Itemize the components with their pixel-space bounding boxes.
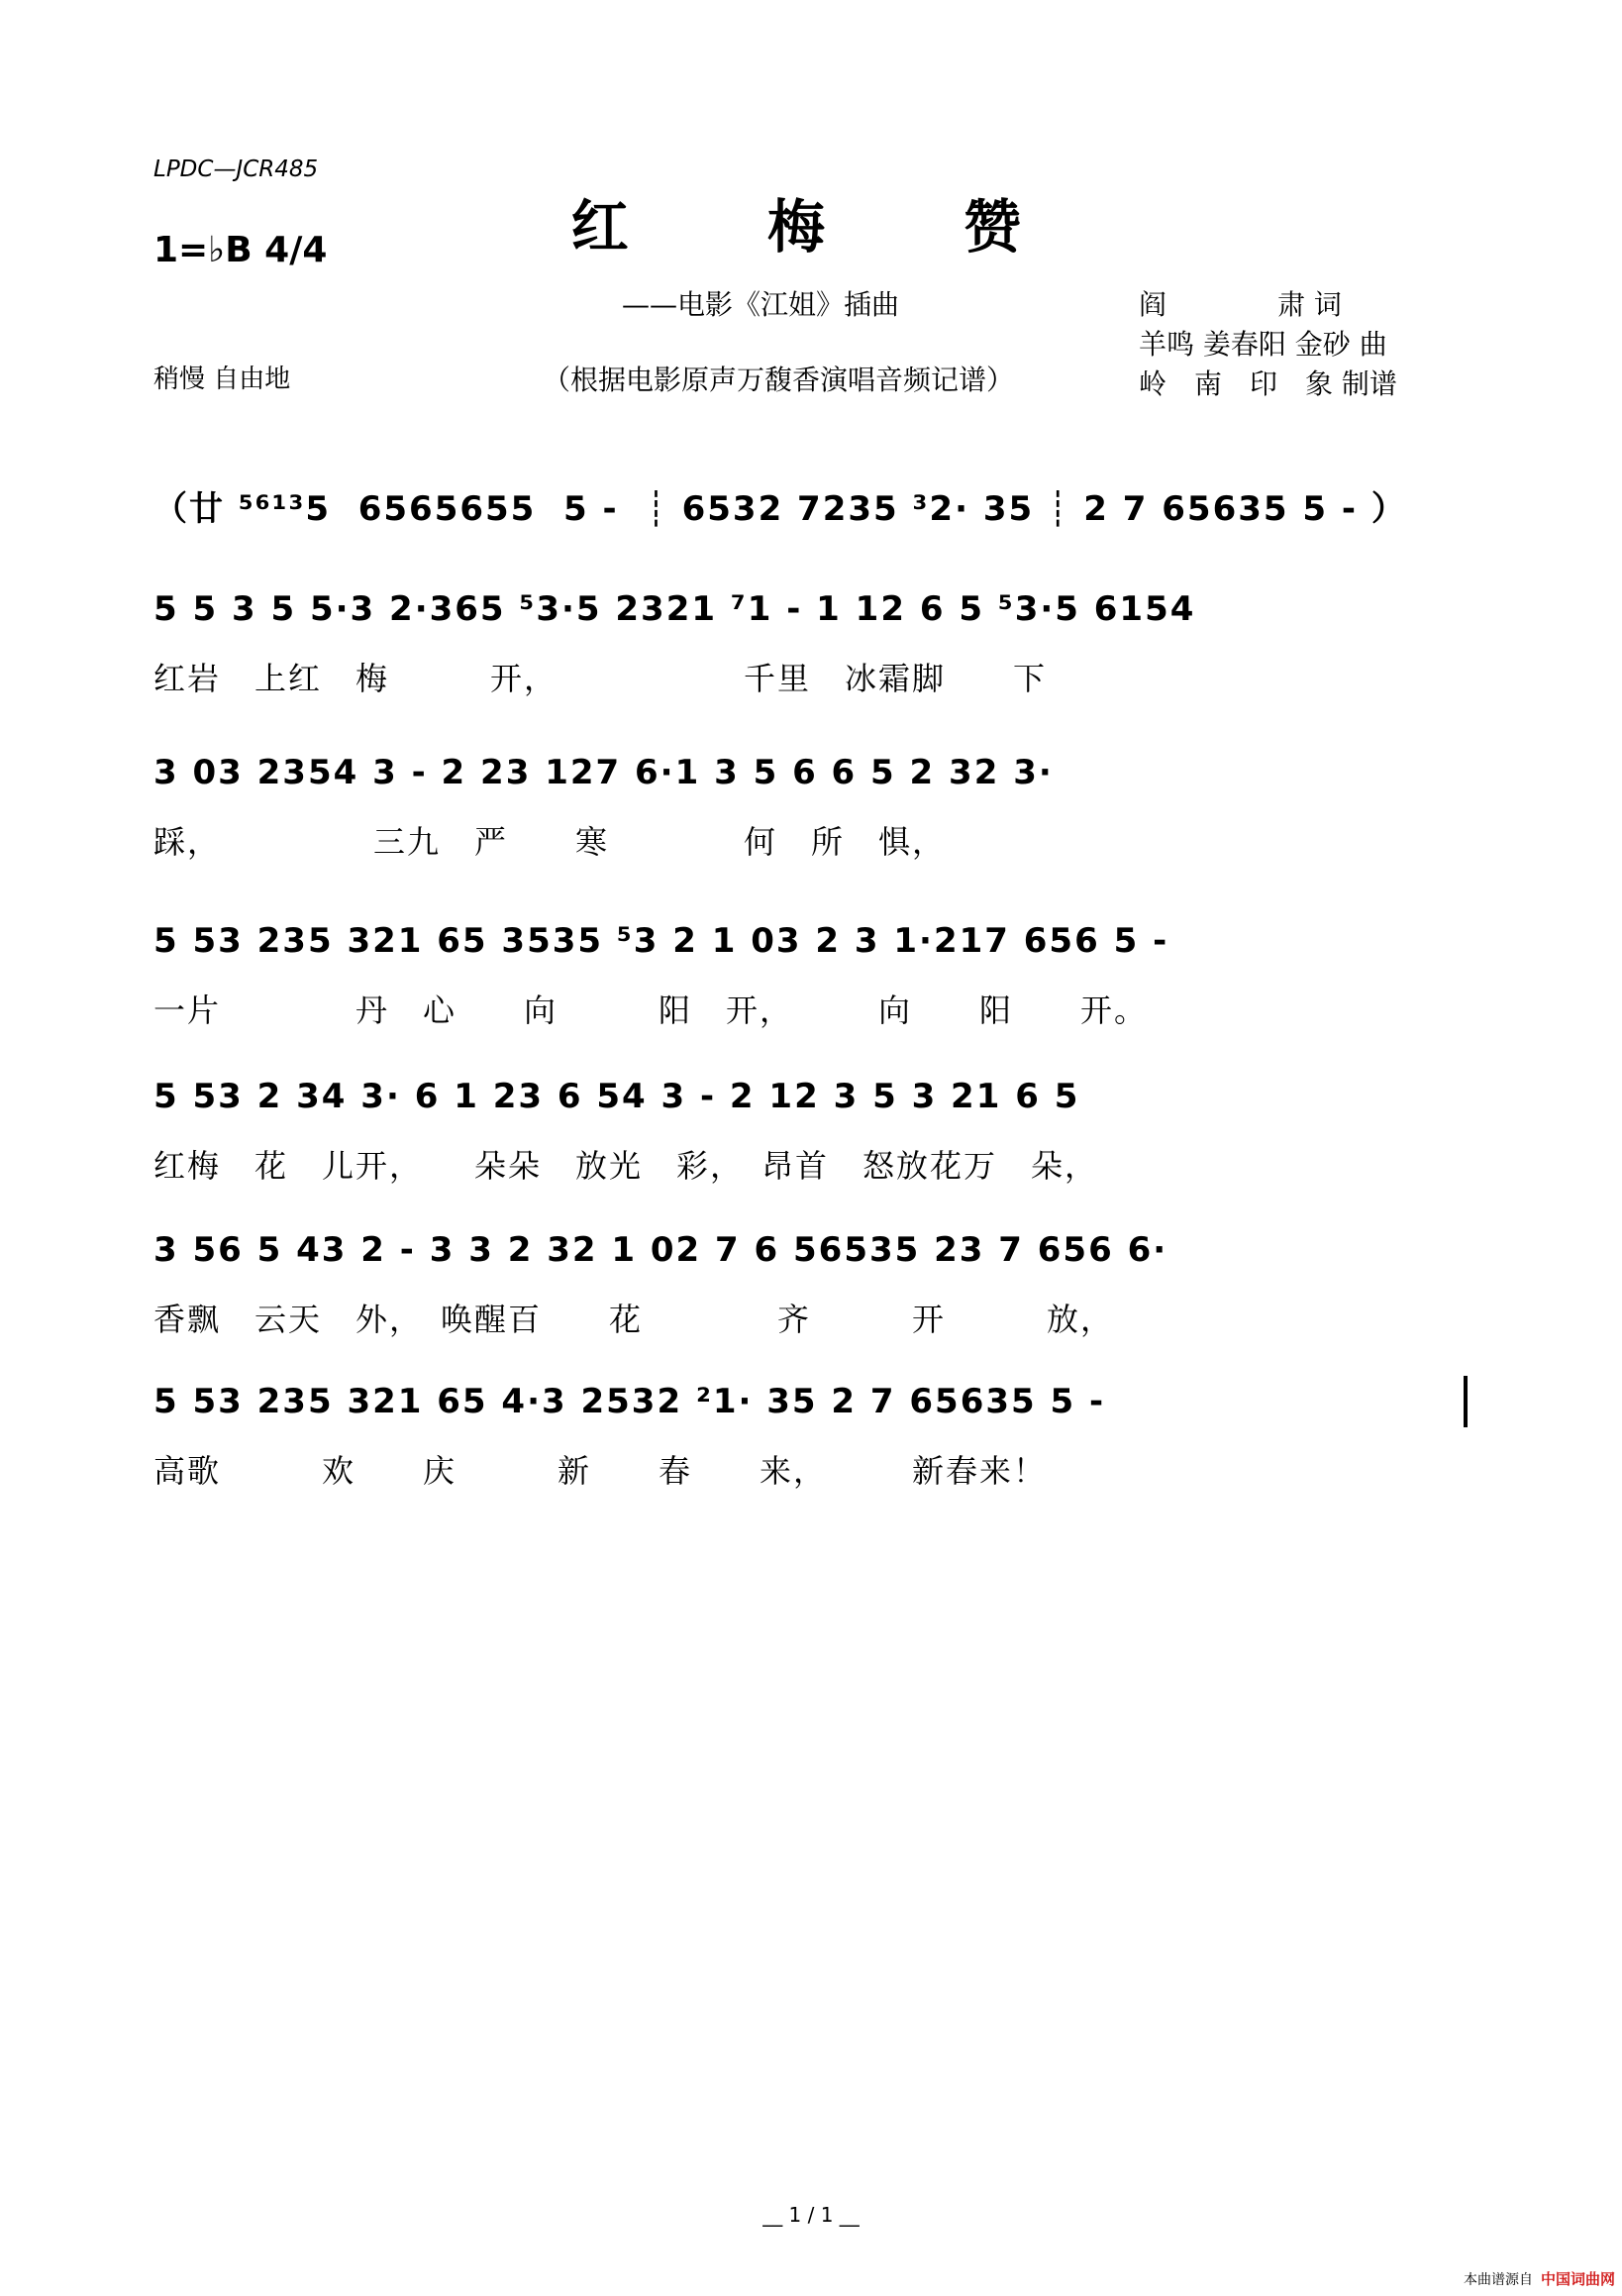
- page-number: __ 1 / 1 __: [762, 2203, 860, 2227]
- notation-line: 5 53 2 34 3· 6 1 23 6 54 3 - 2 12 3 5 3 21 6 5: [153, 1077, 1080, 1116]
- lyricist-credit: 阎 肃 词: [1139, 288, 1342, 321]
- subtitle: ——电影《江姐》插曲: [622, 288, 900, 321]
- lyric-line: 红梅 花 儿开， 朵朵 放光 彩， 昂首 怒放花万 朵，: [153, 1147, 1099, 1185]
- notation-line: 5 5 3 5 5·3 2·365 ⁵3·5 2321 ⁷1 - 1 12 6 5 ⁵3·5 6154: [153, 589, 1196, 629]
- source-site: 中国词曲网: [1541, 2270, 1616, 2288]
- lyric-line: 高歌 欢 庆 新 春 来， 新春来！: [153, 1452, 1048, 1490]
- lyric-line: 一片 丹 心 向 阳 开， 向 阳 开。: [153, 991, 1149, 1029]
- notation-line: 5 53 235 321 65 3535 ⁵3 2 1 03 2 3 1·217 656 5 -: [153, 921, 1169, 961]
- source-label: 本曲谱源自: [1464, 2272, 1533, 2288]
- notation-line: （廿 ⁵⁶¹³5 6565655 5 - ┊ 6532 7235 ³2· 35 ┊ 2 7 65635 5 - ）: [153, 488, 1407, 529]
- score-code: LPDC—JCR485: [153, 157, 319, 182]
- lyric-line: 红岩 上红 梅 开， 千里 冰霜脚 下: [153, 660, 1048, 697]
- page-title: 红 梅 赞: [570, 193, 1081, 261]
- arranger-credit: 岭 南 印 象 制谱: [1139, 367, 1397, 400]
- final-barline: [1464, 1376, 1468, 1427]
- transcription-note: （根据电影原声万馥香演唱音频记谱）: [543, 364, 1015, 396]
- lyric-line: 香飘 云天 外， 唤醒百 花 齐 开 放，: [153, 1301, 1115, 1338]
- notation-line: 5 53 235 321 65 4·3 2532 ²1· 35 2 7 65635 5 -: [153, 1382, 1106, 1421]
- lyric-line: 踩， 三九 严 寒 何 所 惧，: [153, 823, 947, 861]
- key-signature: 1=♭B 4/4: [153, 230, 328, 270]
- composer-credit: 羊鸣 姜春阳 金砂 曲: [1139, 328, 1387, 361]
- notation-line: 3 03 2354 3 - 2 23 127 6·1 3 5 6 6 5 2 32 3·: [153, 753, 1054, 792]
- notation-line: 3 56 5 43 2 - 3 3 2 32 1 02 7 6 56535 23 7 656 6·: [153, 1230, 1168, 1270]
- tempo-marking: 稍慢 自由地: [153, 365, 291, 394]
